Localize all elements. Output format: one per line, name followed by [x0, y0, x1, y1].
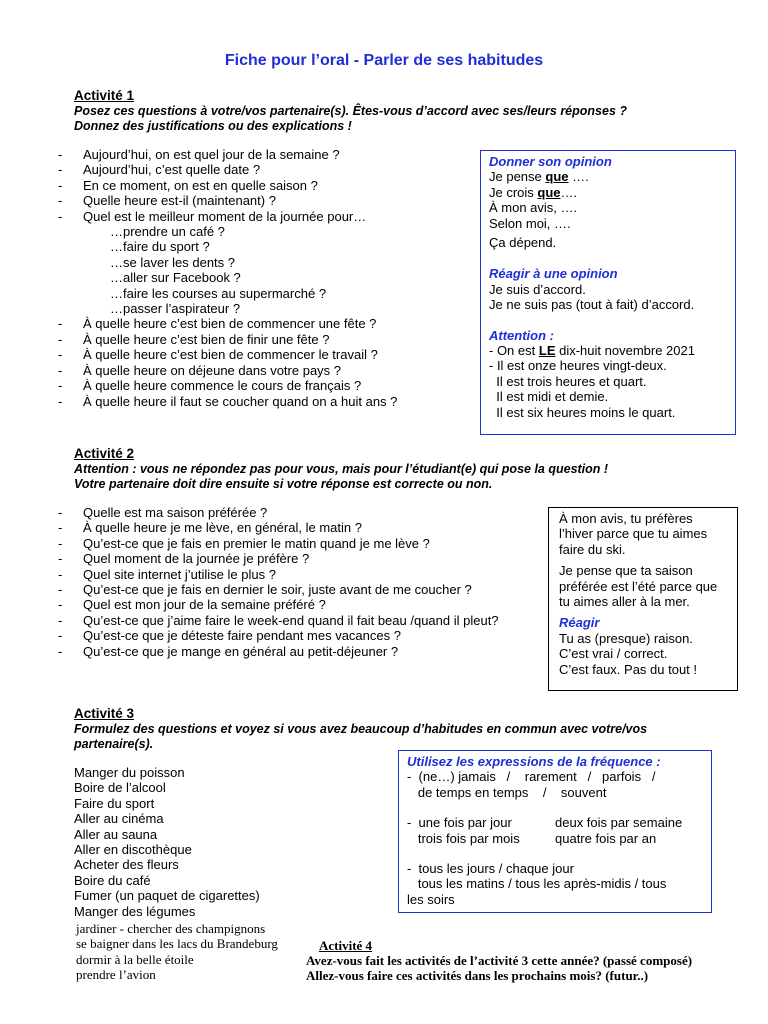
list-item: Manger du poisson [74, 765, 185, 780]
box-heading: Réagir à une opinion [489, 266, 618, 282]
box-line: Je suis d’accord. [489, 281, 586, 297]
box-line: de temps en temps / souvent [407, 784, 607, 800]
list-item: Faire du sport [74, 795, 155, 811]
box-heading: Donner son opinion [489, 154, 612, 169]
list-item: - Quelle est ma saison préférée ? [58, 505, 268, 520]
activite-4-heading: Activité 4 [319, 938, 373, 953]
list-sub-item: …passer l’aspirateur ? [110, 301, 241, 317]
added-items [76, 921, 326, 983]
box-line: Il est trois heures et quart. [489, 373, 647, 389]
list-item: Aller au sauna [74, 826, 158, 842]
list-item: - À quelle heure on déjeune dans votre pays ? [58, 362, 342, 378]
box-line: Je crois que…. [489, 184, 578, 200]
box-line: - On est LE dix-huit novembre 2021 [489, 343, 695, 359]
instruction-line: Avez-vous fait les activités de l’activité 3 cette année? (passé composé) [306, 953, 693, 968]
box-line: trois fois par mois quatre fois par an [407, 830, 657, 846]
activite-2-question-list [58, 505, 548, 659]
instruction-line: Donnez des justifications ou des explications ! [74, 119, 352, 133]
box-line: Selon moi, …. [489, 215, 571, 231]
list-item: - Quel est le meilleur moment de la journée pour… [58, 208, 367, 224]
instruction-line: Formulez des questions et voyez si vous avez beaucoup d’habitudes en commun avec votre/vos [74, 722, 648, 736]
frequency-box [398, 750, 712, 913]
box-line: C’est faux. Pas du tout ! [559, 661, 698, 677]
box-heading: Utilisez les expressions de la fréquence : [407, 754, 661, 769]
box-line: tous les matins / tous les après-midis / tous [407, 876, 667, 892]
list-item: - Qu’est-ce que je déteste faire pendant mes vacances ? [58, 628, 401, 644]
box-line: - (ne…) jamais / rarement / parfois / [407, 769, 656, 785]
list-item: Aller au cinéma [74, 811, 164, 827]
opinion-box [480, 150, 736, 435]
list-item: se baigner dans les lacs du Brandeburg [76, 936, 278, 952]
list-item: - Quel est mon jour de la semaine préféré ? [58, 597, 326, 613]
box-line: À mon avis, tu préfères [559, 511, 693, 526]
list-item: - Qu’est-ce que je mange en général au petit-déjeuner ? [58, 643, 399, 659]
list-item: Boire du café [74, 872, 151, 888]
box-line: - tous les jours / chaque jour [407, 861, 574, 876]
box-line: l’hiver parce que tu aimes [559, 526, 708, 542]
box-line: Il est midi et demie. [489, 389, 609, 405]
list-item: - Quelle heure est-il (maintenant) ? [58, 193, 276, 209]
box-heading: Attention : [489, 327, 554, 343]
list-item: dormir à la belle étoile [76, 951, 194, 967]
box-heading: Réagir [559, 615, 600, 631]
list-item: - Quel moment de la journée je préfère ? [58, 551, 310, 567]
list-item: - À quelle heure je me lève, en général, le matin ? [58, 520, 362, 536]
instruction-line: Allez-vous faire ces activités dans les prochains mois? (futur..) [306, 968, 649, 984]
instruction-line: Posez ces questions à votre/vos partenaire(s). Êtes-vous d’accord avec ses/leurs réponses ? [74, 104, 628, 118]
box-line: À mon avis, …. [489, 200, 578, 216]
activite-3-instruction [74, 722, 754, 752]
box-line: - une fois par jour deux fois par semaine [407, 815, 683, 831]
box-line: Je pense que …. [489, 169, 589, 185]
list-item: - À quelle heure c’est bien de commencer le travail ? [58, 347, 378, 363]
box-line: les soirs [407, 891, 455, 907]
list-item: Aller en discothèque [74, 842, 192, 858]
list-sub-item: …prendre un café ? [110, 224, 225, 240]
example-box [548, 507, 738, 691]
activite-3-item-list [74, 765, 374, 919]
list-item: - En ce moment, on est en quelle saison ? [58, 177, 318, 193]
list-sub-item: …faire du sport ? [110, 239, 210, 255]
list-sub-item: …aller sur Facebook ? [110, 270, 241, 286]
box-line: Je ne suis pas (tout à fait) d’accord. [489, 297, 695, 313]
list-item: - Quel site internet j’utilise le plus ? [58, 566, 276, 582]
activite-1-instruction [74, 104, 754, 134]
box-line: faire du ski. [559, 541, 626, 557]
box-line: préférée est l’été parce que [559, 578, 718, 594]
list-item: - Qu’est-ce que je fais en dernier le soir, juste avant de me coucher ? [58, 582, 472, 598]
list-item: - À quelle heure commence le cours de français ? [58, 378, 362, 394]
box-line: Je pense que ta saison [559, 563, 693, 579]
list-item: - Aujourd’hui, c’est quelle date ? [58, 162, 261, 178]
activite-1-question-list [58, 147, 478, 409]
box-line: Tu as (presque) raison. [559, 630, 693, 646]
list-item: jardiner - chercher des champignons [76, 921, 266, 936]
box-line: tu aimes aller à la mer. [559, 594, 690, 610]
activite-3-heading: Activité 3 [74, 706, 135, 721]
list-item: - À quelle heure il faut se coucher quand on a huit ans ? [58, 393, 398, 409]
list-item: - Qu’est-ce que je fais en premier le matin quand je me lève ? [58, 535, 430, 551]
instruction-line: Votre partenaire doit dire ensuite si votre réponse est correcte ou non. [74, 477, 493, 491]
list-item: Manger des légumes [74, 903, 196, 919]
list-item: Boire de l’alcool [74, 780, 166, 796]
box-line: Ça dépend. [489, 235, 557, 251]
box-line: - Il est onze heures vingt-deux. [489, 358, 667, 374]
activite-4-instructions [306, 953, 766, 984]
list-item: - À quelle heure c’est bien de finir une fête ? [58, 331, 330, 347]
instruction-line: Attention : vous ne répondez pas pour vous, mais pour l’étudiant(e) qui pose la question ! [74, 462, 609, 476]
list-item: - Aujourd’hui, on est quel jour de la semaine ? [58, 147, 340, 162]
list-item: - À quelle heure c’est bien de commencer une fête ? [58, 316, 377, 332]
activite-2-instruction [74, 462, 754, 492]
list-sub-item: …faire les courses au supermarché ? [110, 285, 327, 301]
list-item: prendre l’avion [76, 967, 156, 983]
list-item: - Qu’est-ce que j’aime faire le week-end quand il fait beau /quand il pleut? [58, 612, 499, 628]
box-line: C’est vrai / correct. [559, 646, 668, 662]
instruction-line: partenaire(s). [74, 737, 154, 751]
list-sub-item: …se laver les dents ? [110, 254, 236, 270]
page-title: Fiche pour l’oral - Parler de ses habitudes [224, 52, 544, 69]
box-line: Il est six heures moins le quart. [489, 404, 676, 420]
list-item: Fumer (un paquet de cigarettes) [74, 888, 260, 904]
activite-1-heading: Activité 1 [74, 88, 135, 103]
list-item: Acheter des fleurs [74, 857, 179, 873]
activite-2-heading: Activité 2 [74, 446, 135, 461]
